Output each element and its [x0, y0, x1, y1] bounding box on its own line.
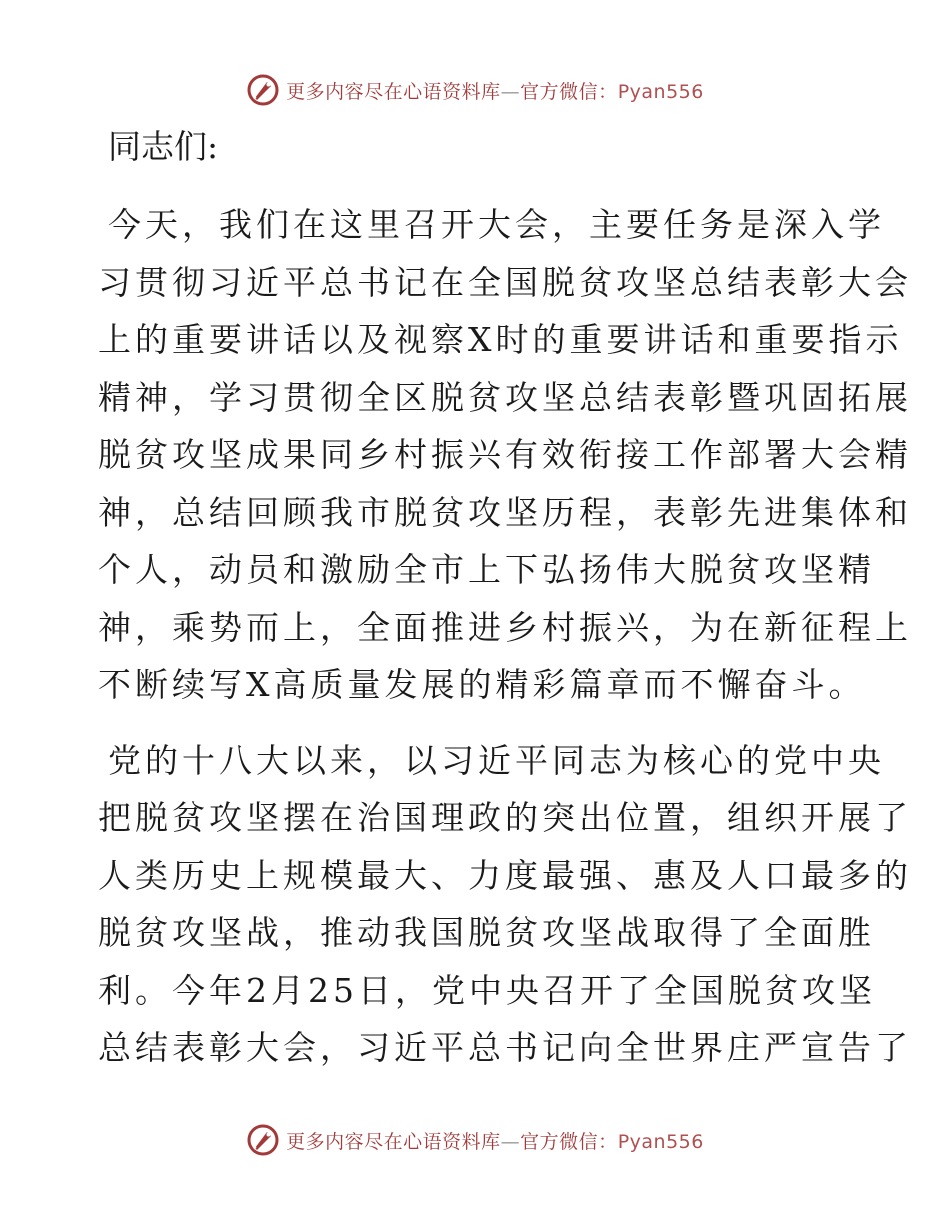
footer-banner-text — [286, 1127, 704, 1154]
paragraph-line: 把脱贫攻坚摆在治国理政的突出位置，组织开展了 — [98, 798, 912, 837]
header-banner — [0, 70, 950, 110]
footer-wechat-account: Pyan556 — [617, 1130, 704, 1153]
paragraph-line: 个人，动员和激励全市上下弘扬伟大脱贫攻坚精 — [98, 550, 875, 589]
footer-wechat-label: 官方微信： — [520, 1130, 618, 1153]
paragraph-line: 神，总结回顾我市脱贫攻坚历程，表彰先进集体和 — [98, 492, 912, 532]
paragraph-line: 利。今年2月25日，党中央召开了全国脱贫攻坚 — [98, 970, 876, 1010]
header-wechat-account: Pyan556 — [617, 80, 704, 103]
paragraph-line: 脱贫攻坚战，推动我国脱贫攻坚战取得了全面胜 — [98, 913, 875, 952]
paragraph-2 — [98, 732, 912, 1077]
header-banner-text — [286, 77, 704, 104]
paragraph-line: 习贯彻习近平总书记在全国脱贫攻坚总结表彰大会 — [98, 262, 912, 302]
paragraph-line: 今天，我们在这里召开大会，主要任务是深入学 — [108, 205, 885, 244]
paragraph-line: 人类历史上规模最大、力度最强、惠及人口最多的 — [98, 855, 912, 895]
paragraph-line: 不断续写X高质量发展的精彩篇章而不懈奋斗。 — [98, 665, 866, 704]
paragraph-line: 总结表彰大会，习近平总书记向全世界庄严宣告了 — [98, 1028, 912, 1067]
paragraph-line: 精神，学习贯彻全区脱贫攻坚总结表彰暨巩固拓展 — [98, 377, 912, 417]
document-body — [98, 124, 912, 1077]
header-dash: — — [500, 80, 521, 103]
pen-nib-logo-icon — [246, 1123, 280, 1157]
header-wechat-label: 官方微信： — [520, 80, 618, 103]
footer-dash: — — [500, 1130, 521, 1153]
footer-banner — [0, 1120, 950, 1160]
header-site-text: 更多内容尽在心语资料库 — [286, 80, 501, 103]
pen-nib-logo-icon — [246, 73, 280, 107]
footer-site-text: 更多内容尽在心语资料库 — [286, 1130, 501, 1153]
paragraph-line: 党的十八大以来，以习近平同志为核心的党中央 — [108, 740, 885, 780]
paragraph-line: 上的重要讲话以及视察X时的重要讲话和重要指示 — [98, 320, 903, 359]
paragraph-line: 脱贫攻坚成果同乡村振兴有效衔接工作部署大会精 — [98, 435, 912, 474]
salutation: 同志们: — [108, 127, 219, 166]
paragraph-1 — [98, 196, 912, 714]
paragraph-line: 神，乘势而上，全面推进乡村振兴，为在新征程上 — [98, 607, 912, 647]
